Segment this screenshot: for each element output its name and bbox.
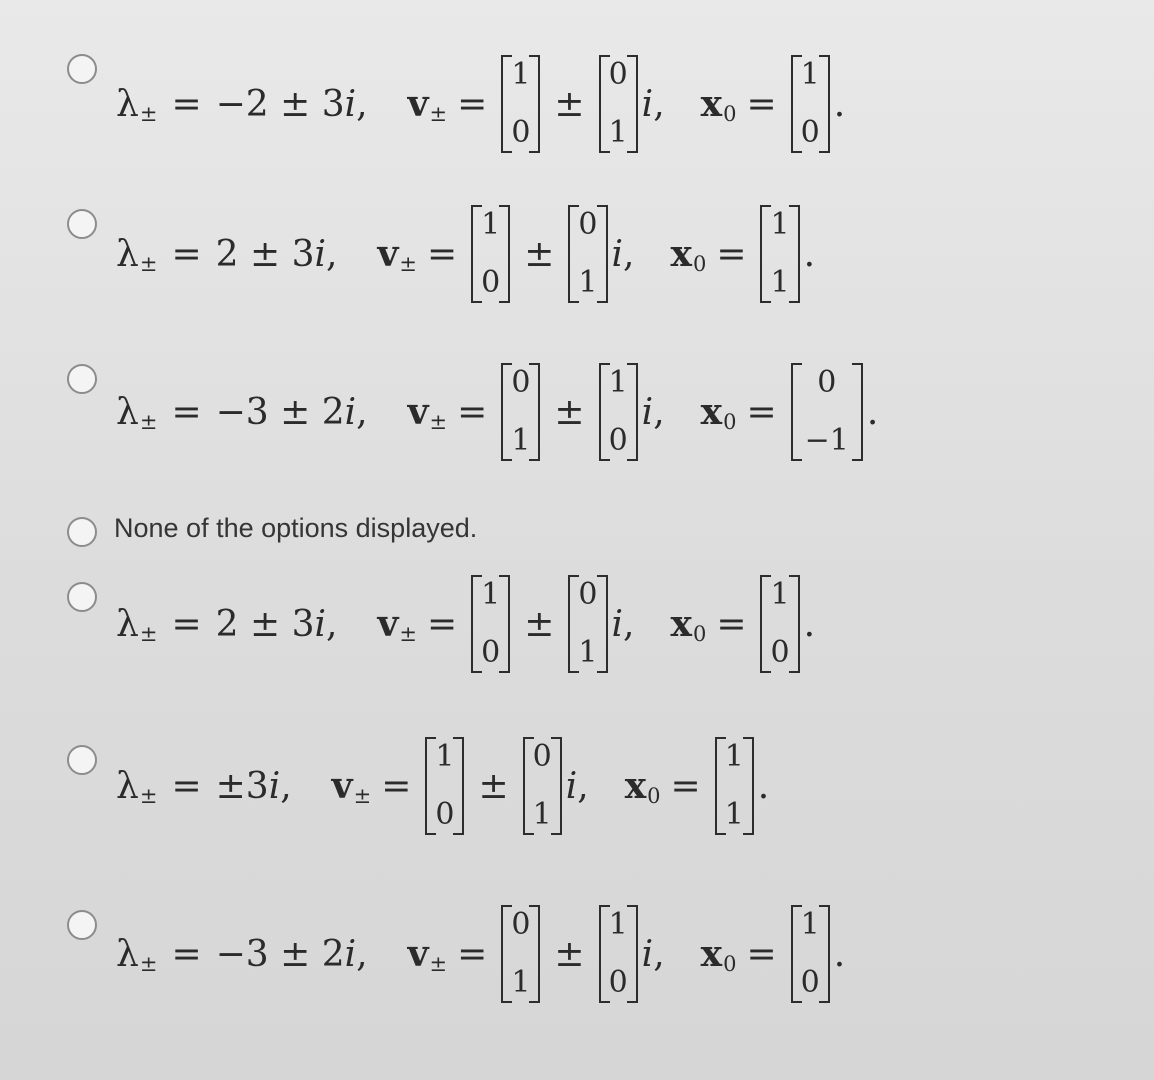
math-symbol: ± xyxy=(139,622,158,646)
initial-vector-symbol: x xyxy=(700,83,723,125)
math-symbol: 0 xyxy=(692,252,707,276)
math-symbol: = xyxy=(381,765,412,807)
matrix-entry: 1 xyxy=(800,907,820,942)
option-1-expression xyxy=(116,55,845,153)
matrix-entry: 0 xyxy=(511,365,531,400)
math-symbol: v xyxy=(377,603,399,645)
matrix-entry: 1 xyxy=(511,965,531,1000)
math-symbol: ±3 xyxy=(215,765,269,807)
vector-imag-part xyxy=(599,363,638,461)
matrix-entry: 0 xyxy=(511,115,531,150)
vector-real-part xyxy=(471,575,510,673)
math-symbol: ± xyxy=(353,784,372,808)
matrix-entry: 0 xyxy=(770,635,790,670)
math-symbol: ± xyxy=(139,784,158,808)
matrix-entry: 1 xyxy=(608,115,628,150)
math-symbol: i xyxy=(314,233,326,275)
math-symbol: ± xyxy=(524,233,555,275)
math-symbol: . xyxy=(803,233,816,275)
math-symbol: λ xyxy=(116,765,139,807)
matrix-entry: 1 xyxy=(481,577,501,612)
math-symbol: v xyxy=(407,391,429,433)
math-symbol: , xyxy=(623,233,635,275)
math-symbol: . xyxy=(866,391,879,433)
math-symbol: , xyxy=(577,765,589,807)
math-symbol: , xyxy=(325,233,338,275)
matrix-entry: 1 xyxy=(578,635,598,670)
math-symbol: = xyxy=(746,391,777,433)
math-symbol: i xyxy=(611,603,624,645)
option-6-expression xyxy=(116,737,769,835)
math-symbol: = xyxy=(426,603,458,645)
matrix-entry: 0 xyxy=(800,115,820,150)
vector-real-part xyxy=(501,55,540,153)
math-symbol: x xyxy=(700,391,723,433)
math-symbol: λ xyxy=(116,603,139,645)
math-symbol: ± xyxy=(139,952,158,976)
math-symbol: i xyxy=(641,83,654,125)
math-symbol: , xyxy=(653,391,665,433)
none-of-the-options-label: None of the options displayed. xyxy=(114,513,478,543)
math-symbol: λ xyxy=(116,233,139,275)
math-symbol: , xyxy=(280,765,292,807)
vector-real-part xyxy=(471,205,510,303)
math-symbol: ± xyxy=(399,622,417,646)
math-symbol: 0 xyxy=(723,410,737,434)
matrix-entry: 0 xyxy=(481,265,501,300)
matrix-entry: 1 xyxy=(724,739,744,774)
math-symbol: v xyxy=(407,933,429,975)
math-symbol: i xyxy=(344,933,357,975)
math-symbol: λ xyxy=(116,391,139,433)
math-symbol: ± xyxy=(139,410,158,434)
matrix-entry: 0 xyxy=(435,797,455,832)
vector-imag-part xyxy=(599,905,638,1003)
math-symbol: = xyxy=(457,391,488,433)
math-symbol: = xyxy=(716,603,747,645)
math-symbol: x xyxy=(670,233,692,275)
math-symbol: x xyxy=(700,933,723,975)
matrix-entry: 0 xyxy=(608,965,628,1000)
radio-button-3[interactable] xyxy=(67,364,97,394)
math-symbol: , xyxy=(356,83,368,125)
eigenvector-symbol: v xyxy=(407,83,429,125)
math-symbol: i xyxy=(641,391,654,433)
math-symbol: = xyxy=(171,83,202,125)
math-symbol: −3 ± 2 xyxy=(215,391,345,433)
math-symbol: = xyxy=(746,83,777,125)
option-3-expression xyxy=(116,363,878,461)
math-symbol: . xyxy=(803,603,816,645)
radio-button-4[interactable] xyxy=(67,517,97,547)
matrix-entry: 0 xyxy=(532,739,552,774)
math-symbol: , xyxy=(356,391,368,433)
math-symbol: v xyxy=(377,233,399,275)
math-symbol: , xyxy=(653,83,665,125)
math-symbol: = xyxy=(670,765,701,807)
matrix-entry: 0 xyxy=(608,57,628,92)
math-symbol: i xyxy=(641,933,654,975)
radio-button-5[interactable] xyxy=(67,582,97,612)
math-symbol: . xyxy=(833,83,846,125)
initial-vector xyxy=(791,905,830,1003)
radio-button-6[interactable] xyxy=(67,745,97,775)
matrix-entry: 0 xyxy=(578,207,598,242)
math-symbol: x xyxy=(670,603,692,645)
matrix-entry: 1 xyxy=(770,207,790,242)
initial-vector xyxy=(791,55,830,153)
math-symbol: 0 xyxy=(723,952,737,976)
math-symbol: , xyxy=(623,603,635,645)
math-symbol: , xyxy=(356,933,368,975)
vector-imag-part xyxy=(599,55,638,153)
math-symbol: i xyxy=(344,391,357,433)
math-symbol: 0 xyxy=(723,102,737,126)
math-symbol: = xyxy=(716,233,747,275)
math-symbol: ± xyxy=(478,765,509,807)
matrix-entry: 0 xyxy=(511,907,531,942)
math-symbol: = xyxy=(457,83,488,125)
math-symbol: = xyxy=(746,933,777,975)
math-symbol: i xyxy=(314,603,326,645)
math-symbol: ± xyxy=(139,102,158,126)
matrix-entry: 1 xyxy=(578,265,598,300)
vector-imag-part xyxy=(568,205,607,303)
math-symbol: , xyxy=(325,603,338,645)
math-symbol: , xyxy=(653,933,665,975)
vector-imag-part xyxy=(523,737,562,835)
math-symbol: 0 xyxy=(692,622,707,646)
radio-button-1[interactable] xyxy=(67,54,97,84)
math-symbol: 2 ± 3 xyxy=(215,603,315,645)
matrix-entry: 1 xyxy=(435,739,455,774)
initial-vector xyxy=(760,575,799,673)
vector-real-part xyxy=(501,905,540,1003)
radio-button-7[interactable] xyxy=(67,910,97,940)
math-symbol: i xyxy=(344,83,357,125)
math-symbol: = xyxy=(171,391,202,433)
matrix-entry: −1 xyxy=(804,423,849,458)
matrix-entry: 1 xyxy=(770,265,790,300)
initial-vector xyxy=(791,363,863,461)
matrix-entry: 0 xyxy=(800,965,820,1000)
matrix-entry: 0 xyxy=(481,635,501,670)
math-symbol: i xyxy=(611,233,624,275)
math-symbol: . xyxy=(833,933,846,975)
vector-imag-part xyxy=(568,575,607,673)
matrix-entry: 1 xyxy=(532,797,552,832)
math-symbol: = xyxy=(457,933,488,975)
matrix-entry: 1 xyxy=(608,365,628,400)
math-symbol: ± xyxy=(554,83,585,125)
math-symbol: v xyxy=(331,765,353,807)
math-symbol: = xyxy=(171,603,202,645)
math-symbol: ± xyxy=(554,391,585,433)
math-symbol: = xyxy=(171,765,202,807)
matrix-entry: 1 xyxy=(724,797,744,832)
initial-vector xyxy=(760,205,799,303)
vector-real-part xyxy=(425,737,464,835)
math-symbol: = xyxy=(171,233,202,275)
matrix-entry: 1 xyxy=(511,423,531,458)
math-symbol: ± xyxy=(399,252,417,276)
eigenvalue-real-part: −2 ± 3 xyxy=(215,83,345,125)
matrix-entry: 1 xyxy=(770,577,790,612)
matrix-entry: 1 xyxy=(800,57,820,92)
initial-vector xyxy=(715,737,754,835)
math-symbol: x xyxy=(624,765,647,807)
option-5-expression xyxy=(116,575,815,673)
radio-button-2[interactable] xyxy=(67,209,97,239)
math-symbol: . xyxy=(757,765,770,807)
math-symbol: ± xyxy=(554,933,585,975)
vector-real-part xyxy=(501,363,540,461)
math-symbol: ± xyxy=(429,102,448,126)
math-symbol: = xyxy=(426,233,458,275)
math-symbol: 0 xyxy=(647,784,661,808)
math-symbol: ± xyxy=(524,603,555,645)
option-2-expression xyxy=(116,205,815,303)
math-symbol: 2 ± 3 xyxy=(215,233,315,275)
lambda-symbol: λ xyxy=(116,83,139,125)
matrix-entry: 1 xyxy=(608,907,628,942)
matrix-entry: 1 xyxy=(511,57,531,92)
math-symbol: −3 ± 2 xyxy=(215,933,345,975)
option-7-expression xyxy=(116,905,845,1003)
math-symbol: i xyxy=(268,765,281,807)
math-symbol: λ xyxy=(116,933,139,975)
math-symbol: ± xyxy=(139,252,158,276)
matrix-entry: 0 xyxy=(817,365,837,400)
math-symbol: = xyxy=(171,933,202,975)
matrix-entry: 1 xyxy=(481,207,501,242)
math-symbol: ± xyxy=(429,952,448,976)
matrix-entry: 0 xyxy=(608,423,628,458)
math-symbol: ± xyxy=(429,410,448,434)
math-symbol: i xyxy=(565,765,578,807)
matrix-entry: 0 xyxy=(578,577,598,612)
